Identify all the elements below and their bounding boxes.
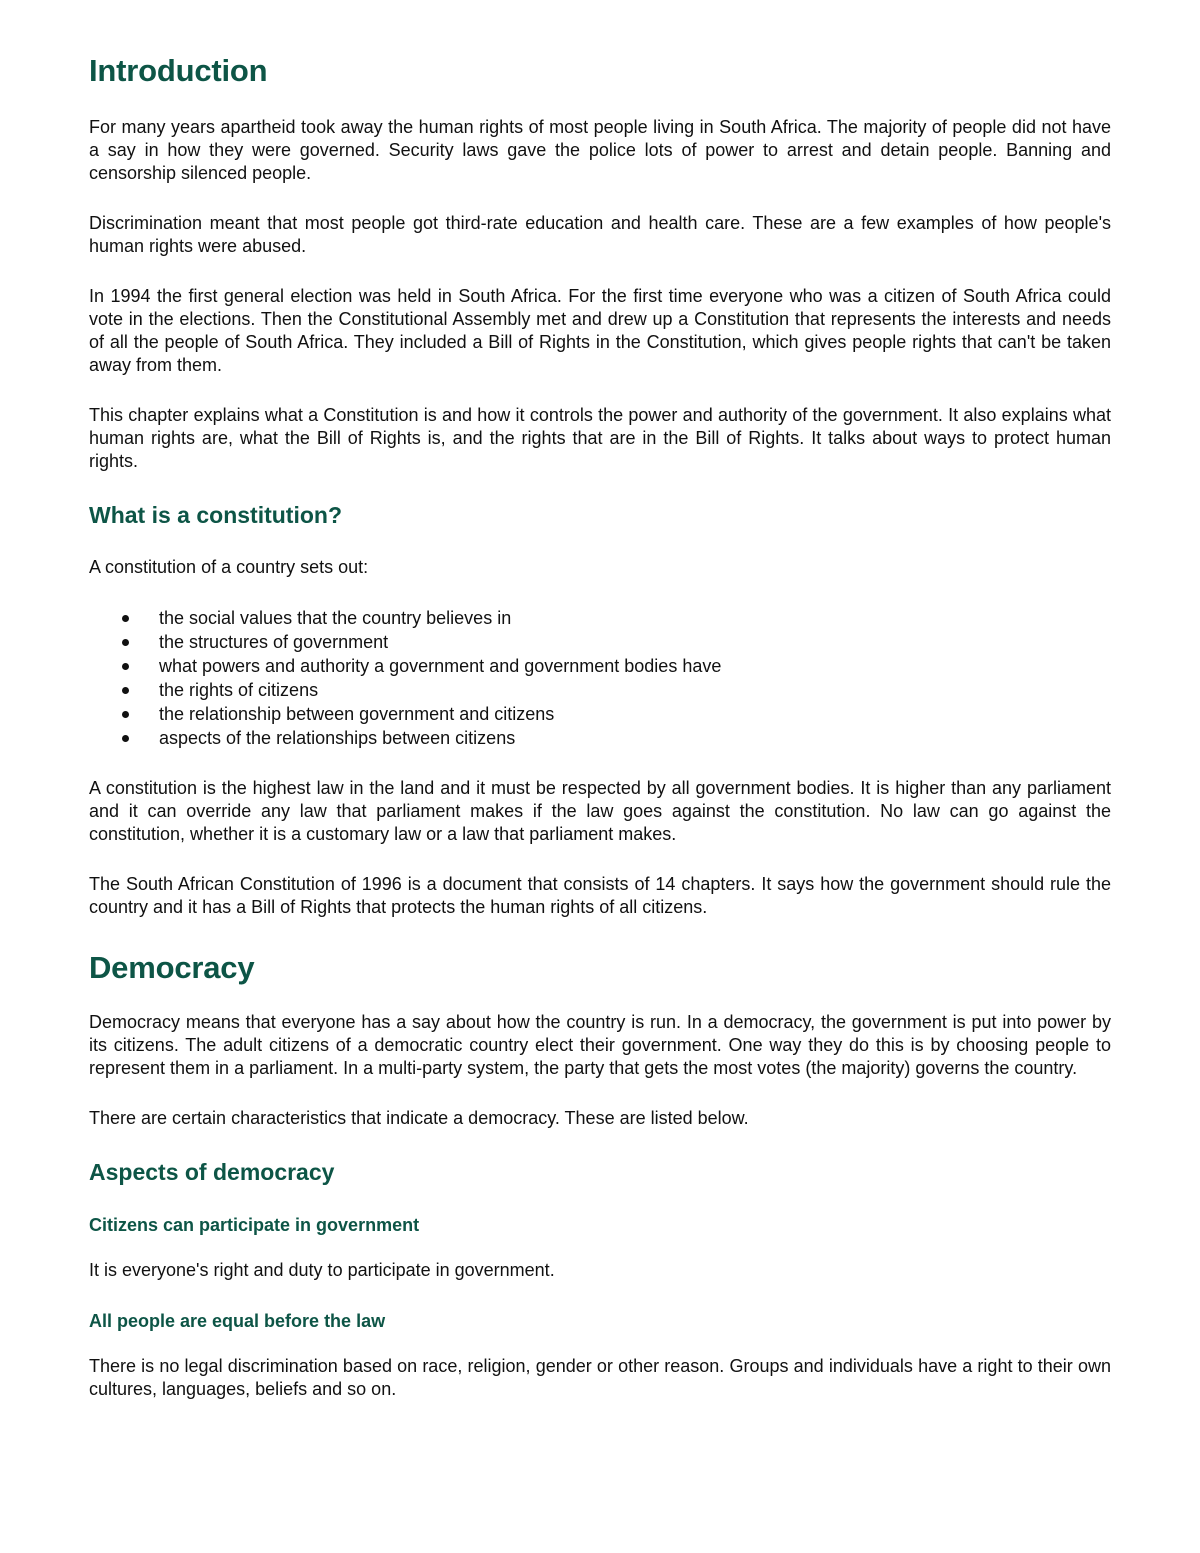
- document-page: [89, 52, 1111, 1428]
- constitution-paragraph: A constitution is the highest law in the land and it must be respected by all government bodies. It is higher than any parliament and it can override any law that parliament makes if the law goes against the constitution. No law can go against the constitution, whether it is a customary law or a law that parliament makes.: [89, 778, 1111, 844]
- bullet-icon: [122, 711, 129, 718]
- democracy-paragraph: Democracy means that everyone has a say about how the country is run. In a democracy, the government is put into power by its citizens. The adult citizens of a democratic country elect their government. One way they do this is by choosing people to represent them in a parliament. In a multi-party system, the party that gets the most votes (the majority) governs the country.: [89, 1012, 1111, 1078]
- bullet-icon: [122, 687, 129, 694]
- list-item: the structures of government: [159, 630, 1111, 654]
- aspects-heading: Aspects of democracy: [89, 1159, 335, 1185]
- intro-paragraph: For many years apartheid took away the human rights of most people living in South Africa. The majority of people did not have a say in how they were governed. Security laws gave the police lots of power to arrest and detain people. Banning and censorship silenced people.: [89, 117, 1111, 183]
- introduction-heading: Introduction: [89, 53, 268, 88]
- bullet-icon: [122, 639, 129, 646]
- bullet-icon: [122, 735, 129, 742]
- constitution-list: [89, 606, 1111, 750]
- intro-paragraph: Discrimination meant that most people got third-rate education and health care. These are a few examples of how people's human rights were abused.: [89, 213, 1111, 256]
- list-item: what powers and authority a government and government bodies have: [159, 654, 1111, 678]
- participate-paragraph: It is everyone's right and duty to participate in government.: [89, 1260, 555, 1280]
- intro-paragraph: In 1994 the first general election was held in South Africa. For the first time everyone who was a citizen of South Africa could vote in the elections. Then the Constitutional Assembly met and drew up a Constitution that represents the interests and needs of all the people of South Africa. They included a Bill of Rights in the Constitution, which gives people rights that can't be taken away from them.: [89, 286, 1111, 375]
- intro-paragraph: This chapter explains what a Constitution is and how it controls the power and authority of the government. It also explains what human rights are, what the Bill of Rights is, and the rights that are in the Bill of Rights. It talks about ways to protect human rights.: [89, 405, 1111, 471]
- bullet-icon: [122, 615, 129, 622]
- equality-paragraph: There is no legal discrimination based on race, religion, gender or other reason. Groups and individuals have a right to their own cultures, languages, beliefs and so on.: [89, 1356, 1111, 1399]
- list-item: the social values that the country believes in: [159, 606, 1111, 630]
- democracy-heading: Democracy: [89, 950, 255, 985]
- constitution-intro: A constitution of a country sets out:: [89, 557, 369, 577]
- list-item: the rights of citizens: [159, 678, 1111, 702]
- constitution-heading: What is a constitution?: [89, 502, 342, 528]
- list-item: aspects of the relationships between citizens: [159, 726, 1111, 750]
- list-item: the relationship between government and citizens: [159, 702, 1111, 726]
- bullet-icon: [122, 663, 129, 670]
- equality-subheading: All people are equal before the law: [89, 1311, 386, 1331]
- participate-subheading: Citizens can participate in government: [89, 1215, 420, 1235]
- democracy-paragraph: There are certain characteristics that indicate a democracy. These are listed below.: [89, 1108, 749, 1128]
- constitution-paragraph: The South African Constitution of 1996 is a document that consists of 14 chapters. It says how the government should rule the country and it has a Bill of Rights that protects the human rights of all citizens.: [89, 874, 1111, 917]
